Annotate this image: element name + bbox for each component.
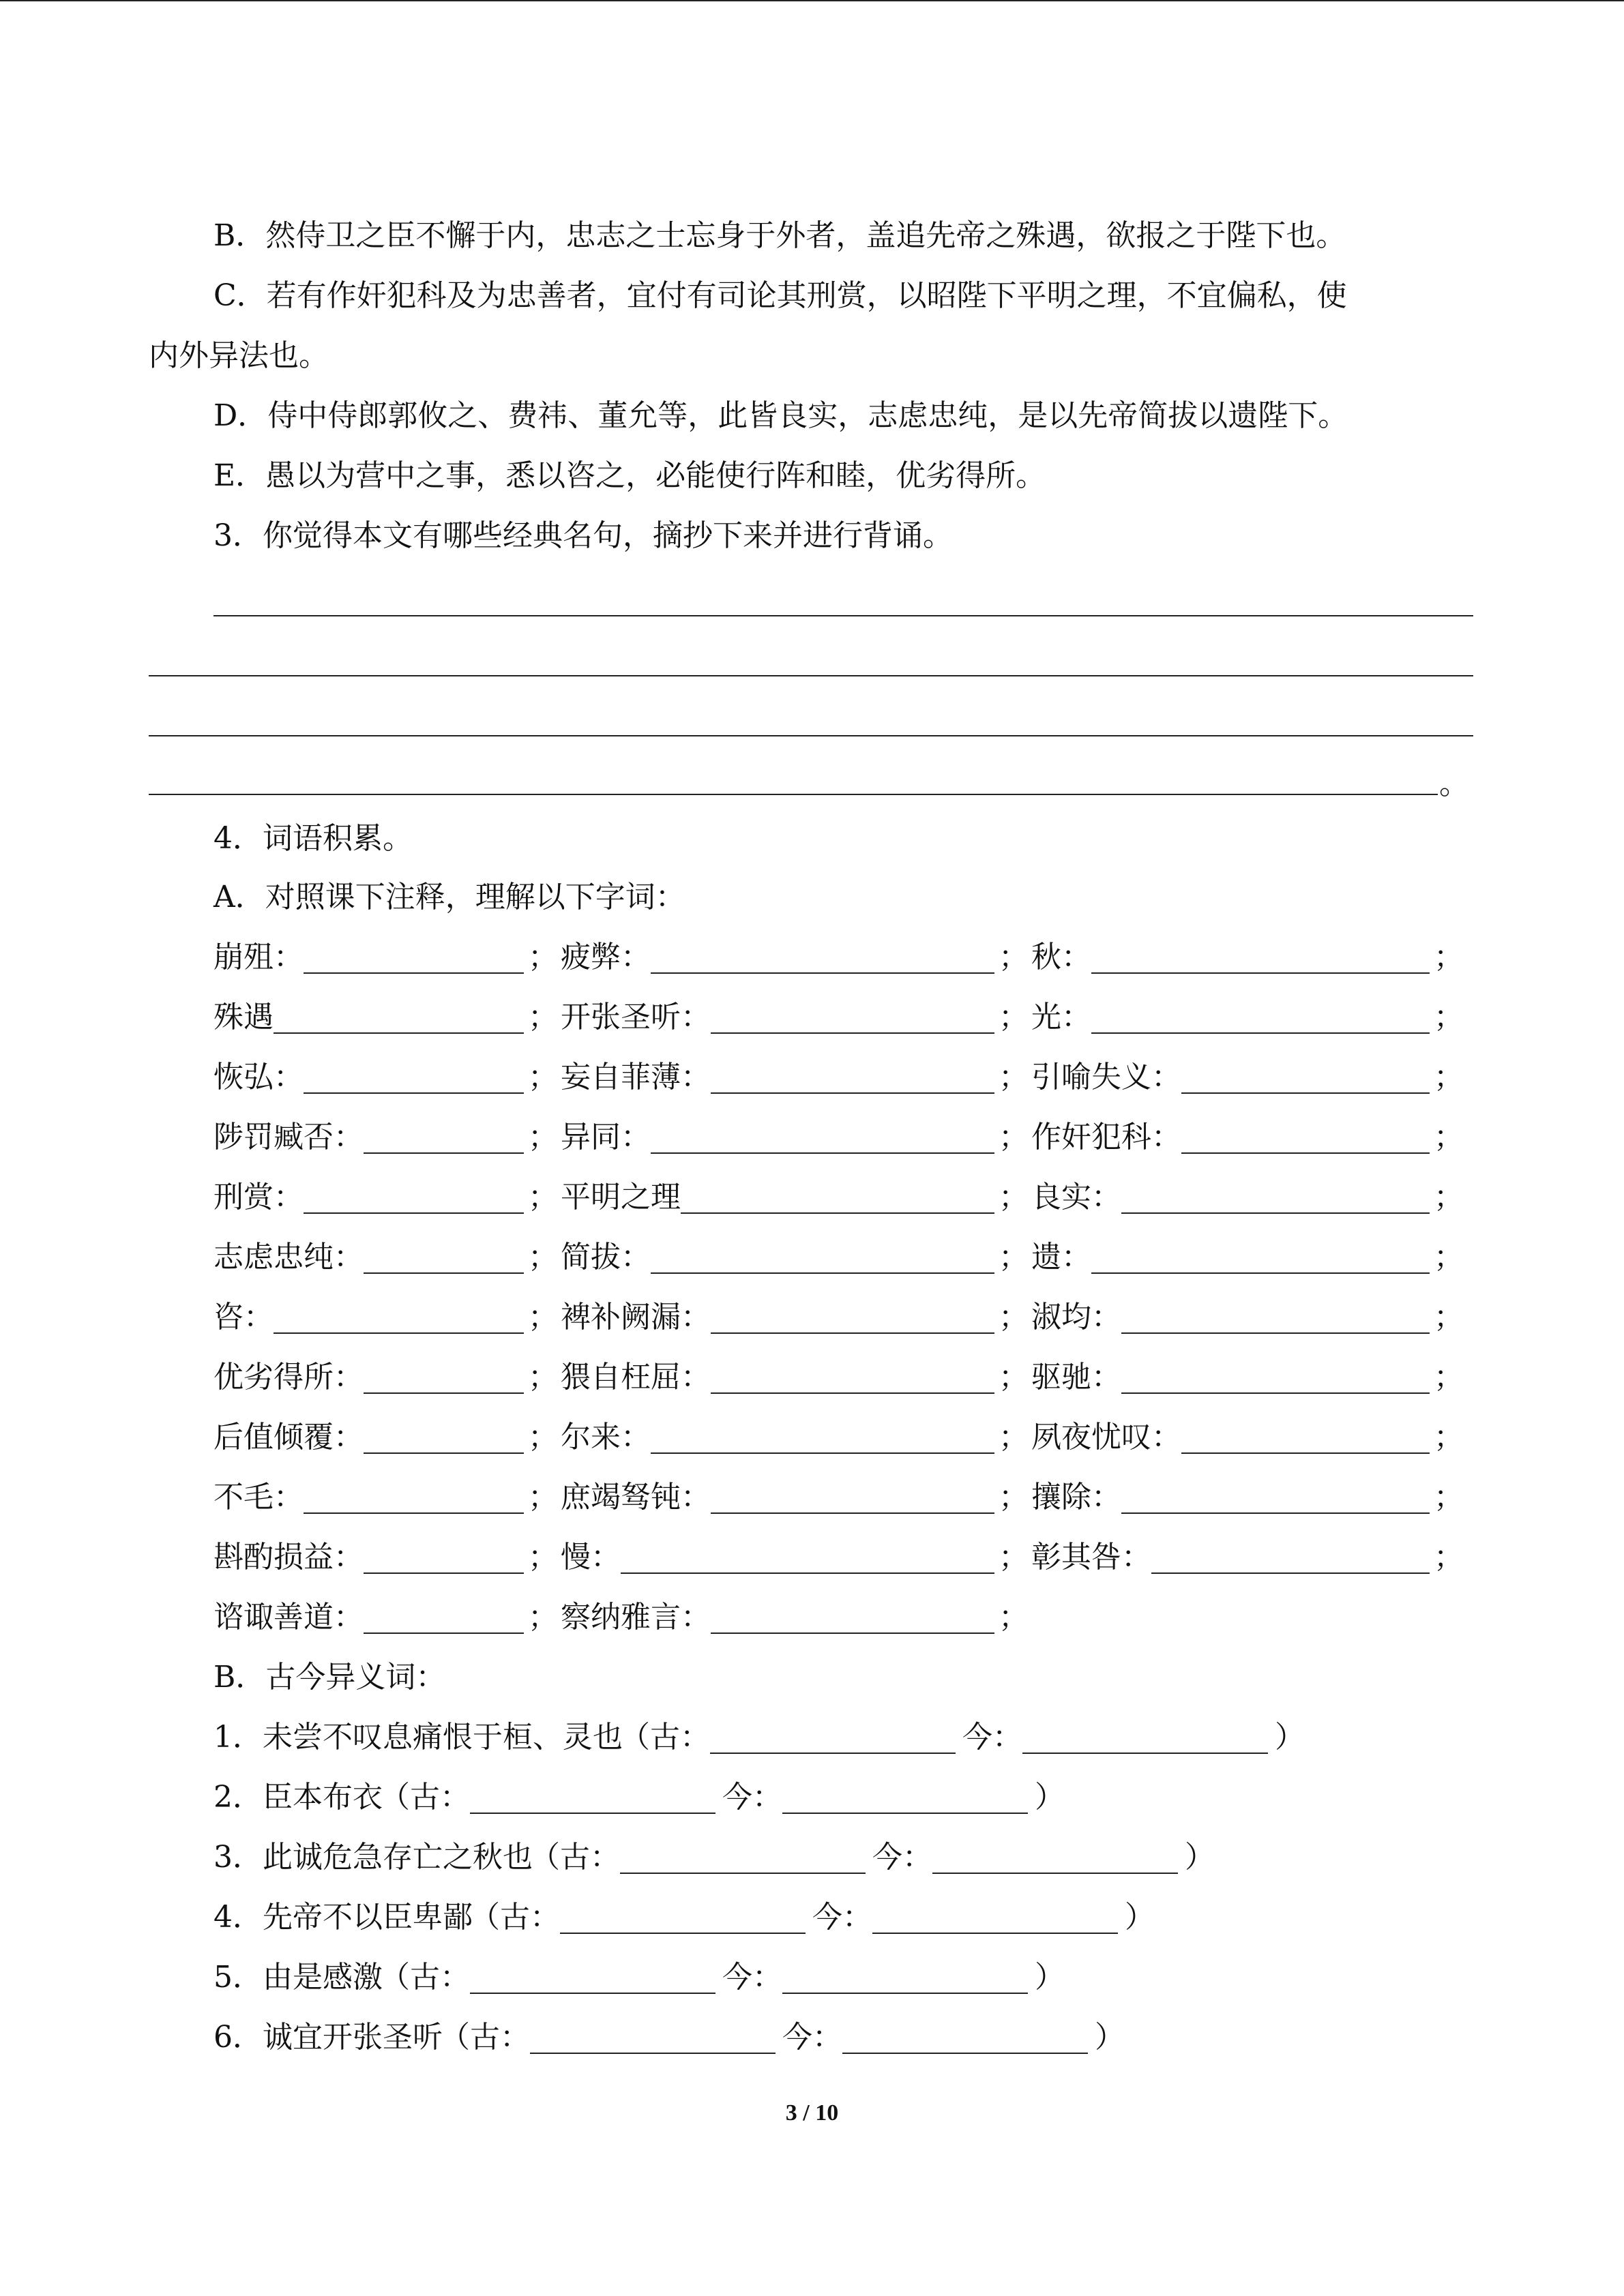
- vocab-row: [0, 1347, 1624, 1407]
- semicolon: ；: [528, 1240, 558, 1274]
- vocab-blank[interactable]: [364, 1572, 524, 1574]
- vocab-blank[interactable]: [651, 1152, 994, 1154]
- vocab-row: [0, 987, 1624, 1047]
- vocab-term: 志虑忠纯：: [213, 1240, 364, 1274]
- gujin-blank[interactable]: [470, 1993, 715, 1994]
- vocab-row: [0, 1407, 1624, 1467]
- vocab-blank[interactable]: [711, 1512, 994, 1514]
- semicolon: ；: [1434, 1300, 1464, 1335]
- semicolon: ；: [528, 1360, 558, 1395]
- vocab-term: 庶竭驽钝：: [561, 1480, 711, 1515]
- gujin-item: [0, 1828, 1624, 1888]
- gujin-blank[interactable]: [872, 1933, 1118, 1934]
- option-c-line2: 内外异法也。: [149, 338, 329, 373]
- answer-line-3[interactable]: [149, 735, 1473, 736]
- vocab-blank[interactable]: [304, 1092, 524, 1094]
- vocab-row: [0, 1107, 1624, 1167]
- vocab-term: 淑均：: [1031, 1300, 1121, 1335]
- vocab-blank[interactable]: [304, 1512, 524, 1514]
- section-b-title: B．古今异义词：: [213, 1660, 446, 1695]
- gujin-jin-label: 今：: [722, 1960, 782, 1995]
- vocab-blank[interactable]: [364, 1152, 524, 1154]
- question-4: 4．词语积累。: [213, 821, 413, 856]
- semicolon: ；: [1434, 1480, 1464, 1515]
- vocab-term: 良实：: [1031, 1180, 1121, 1214]
- vocab-blank[interactable]: [651, 1452, 994, 1454]
- vocab-row: [0, 927, 1624, 987]
- vocab-blank[interactable]: [1091, 1272, 1430, 1274]
- vocab-blank[interactable]: [711, 1632, 994, 1634]
- vocab-blank[interactable]: [651, 1272, 994, 1274]
- vocab-row: [0, 1047, 1624, 1107]
- gujin-item: [0, 1948, 1624, 2008]
- vocab-blank[interactable]: [1181, 1452, 1430, 1454]
- vocab-row: [0, 1527, 1624, 1587]
- vocab-term: 妄自菲薄：: [561, 1060, 711, 1094]
- gujin-blank[interactable]: [710, 1753, 956, 1754]
- semicolon: ；: [999, 1360, 1029, 1395]
- semicolon: ；: [528, 1300, 558, 1335]
- gujin-sentence: 5．由是感激: [213, 1960, 383, 1995]
- vocab-term: 慢：: [561, 1540, 621, 1575]
- gujin-jin-label: 今：: [962, 1720, 1022, 1755]
- gujin-item: [0, 1708, 1624, 1768]
- vocab-blank[interactable]: [364, 1392, 524, 1394]
- vocab-row: [0, 1287, 1624, 1347]
- vocab-blank[interactable]: [1181, 1092, 1430, 1094]
- vocab-term: 作奸犯科：: [1031, 1120, 1181, 1154]
- answer-line-4[interactable]: [149, 794, 1438, 795]
- vocab-term: 恢弘：: [213, 1060, 304, 1094]
- semicolon: ；: [999, 1480, 1029, 1515]
- gujin-sentence: 4．先帝不以臣卑鄙: [213, 1900, 473, 1935]
- vocab-blank[interactable]: [711, 1032, 994, 1034]
- vocab-blank[interactable]: [364, 1452, 524, 1454]
- semicolon: ；: [999, 1300, 1029, 1335]
- vocab-term: 异同：: [561, 1120, 651, 1154]
- option-b: B．然侍卫之臣不懈于内，忠志之士忘身于外者，盖追先帝之殊遇，欲报之于陛下也。: [213, 218, 1346, 253]
- vocab-blank[interactable]: [621, 1572, 994, 1574]
- vocab-term: 殊遇: [213, 1000, 274, 1034]
- vocab-term: 不毛：: [213, 1480, 304, 1515]
- vocab-blank[interactable]: [274, 1332, 524, 1334]
- vocab-blank[interactable]: [1151, 1572, 1430, 1574]
- semicolon: ；: [999, 1600, 1029, 1635]
- semicolon: ；: [528, 1480, 558, 1515]
- semicolon: ；: [999, 1420, 1029, 1455]
- semicolon: ；: [1434, 940, 1464, 974]
- vocab-term: 秋：: [1031, 940, 1091, 974]
- gujin-blank[interactable]: [782, 1813, 1028, 1814]
- gujin-item: [0, 1888, 1624, 1948]
- gujin-gu-label: （古：: [440, 2020, 530, 2055]
- vocab-row: [0, 1587, 1624, 1648]
- gujin-close-paren: ）: [1125, 1900, 1155, 1935]
- gujin-jin-label: 今：: [722, 1780, 782, 1815]
- vocab-row: [0, 1227, 1624, 1287]
- semicolon: ；: [999, 1540, 1029, 1575]
- answer-period: 。: [1439, 766, 1469, 801]
- option-e: E．愚以为营中之事，悉以咨之，必能使行阵和睦，优劣得所。: [213, 458, 1046, 493]
- semicolon: ；: [528, 1000, 558, 1034]
- vocab-blank[interactable]: [1121, 1512, 1430, 1514]
- vocab-term: 刑赏：: [213, 1180, 304, 1214]
- gujin-blank[interactable]: [620, 1873, 866, 1874]
- vocab-blank[interactable]: [711, 1332, 994, 1334]
- vocab-term: 察纳雅言：: [561, 1600, 711, 1635]
- answer-line-1[interactable]: [213, 615, 1473, 616]
- vocab-term: 后值倾覆：: [213, 1420, 364, 1455]
- vocab-term: 攘除：: [1031, 1480, 1121, 1515]
- vocab-blank[interactable]: [711, 1392, 994, 1394]
- section-a-title: A．对照课下注释，理解以下字词：: [213, 880, 685, 914]
- gujin-blank[interactable]: [470, 1813, 715, 1814]
- vocab-blank[interactable]: [711, 1092, 994, 1094]
- gujin-gu-label: （古：: [620, 1720, 710, 1755]
- vocab-term: 斟酌损益：: [213, 1540, 364, 1575]
- semicolon: ；: [1434, 1120, 1464, 1154]
- gujin-sentence: 3．此诚危急存亡之秋也: [213, 1840, 533, 1875]
- option-c-line1: C．若有作奸犯科及为忠善者，宜付有司论其刑赏，以昭陛下平明之理，不宜偏私，使: [213, 278, 1347, 313]
- vocab-row: [0, 1467, 1624, 1527]
- gujin-sentence: 1．未尝不叹息痛恨于桓、灵也: [213, 1720, 623, 1755]
- gujin-close-paren: ）: [1185, 1840, 1215, 1875]
- vocab-blank[interactable]: [364, 1632, 524, 1634]
- semicolon: ；: [1434, 1000, 1464, 1034]
- top-border: [0, 0, 1624, 1]
- vocab-term: 猥自枉屈：: [561, 1360, 711, 1395]
- vocab-term: 平明之理: [561, 1180, 681, 1214]
- gujin-blank[interactable]: [842, 2053, 1088, 2054]
- gujin-gu-label: （古：: [470, 1900, 560, 1935]
- vocab-row: [0, 1167, 1624, 1227]
- semicolon: ；: [999, 1120, 1029, 1154]
- semicolon: ；: [1434, 1540, 1464, 1575]
- gujin-gu-label: （古：: [530, 1840, 620, 1875]
- question-3: 3．你觉得本文有哪些经典名句，摘抄下来并进行背诵。: [213, 518, 953, 553]
- vocab-blank[interactable]: [304, 1212, 524, 1214]
- vocab-term: 引喻失义：: [1031, 1060, 1181, 1094]
- semicolon: ；: [999, 1240, 1029, 1274]
- vocab-blank[interactable]: [1181, 1152, 1430, 1154]
- semicolon: ；: [1434, 1060, 1464, 1094]
- vocab-blank[interactable]: [1091, 972, 1430, 974]
- semicolon: ；: [1434, 1240, 1464, 1274]
- vocab-blank[interactable]: [274, 1032, 524, 1034]
- vocab-blank[interactable]: [1091, 1032, 1430, 1034]
- semicolon: ；: [999, 1000, 1029, 1034]
- vocab-term: 陟罚臧否：: [213, 1120, 364, 1154]
- semicolon: ；: [528, 1420, 558, 1455]
- vocab-term: 谘诹善道：: [213, 1600, 364, 1635]
- semicolon: ；: [999, 1180, 1029, 1214]
- vocab-term: 崩殂：: [213, 940, 304, 974]
- vocab-term: 裨补阙漏：: [561, 1300, 711, 1335]
- option-d: D．侍中侍郎郭攸之、费祎、董允等，此皆良实，志虑忠纯，是以先帝简拔以遗陛下。: [213, 398, 1348, 433]
- answer-line-2[interactable]: [149, 675, 1473, 676]
- semicolon: ；: [528, 1180, 558, 1214]
- gujin-item: [0, 2008, 1624, 2068]
- gujin-blank[interactable]: [560, 1933, 806, 1934]
- gujin-blank[interactable]: [782, 1993, 1028, 1994]
- semicolon: ；: [528, 940, 558, 974]
- semicolon: ；: [528, 1540, 558, 1575]
- vocab-term: 咨：: [213, 1300, 274, 1335]
- vocab-term: 遗：: [1031, 1240, 1091, 1274]
- vocab-term: 尔来：: [561, 1420, 651, 1455]
- gujin-item: [0, 1768, 1624, 1828]
- vocab-blank[interactable]: [304, 972, 524, 974]
- vocab-blank[interactable]: [1121, 1392, 1430, 1394]
- gujin-blank[interactable]: [530, 2053, 776, 2054]
- gujin-jin-label: 今：: [872, 1840, 932, 1875]
- vocab-term: 驱驰：: [1031, 1360, 1121, 1395]
- vocab-term: 彰其咎：: [1031, 1540, 1151, 1575]
- gujin-sentence: 6．诚宜开张圣听: [213, 2020, 443, 2055]
- vocab-blank[interactable]: [651, 972, 994, 974]
- vocab-term: 光：: [1031, 1000, 1091, 1034]
- vocab-term: 优劣得所：: [213, 1360, 364, 1395]
- gujin-gu-label: （古：: [380, 1960, 470, 1995]
- semicolon: ；: [1434, 1180, 1464, 1214]
- vocab-blank[interactable]: [1121, 1332, 1430, 1334]
- gujin-close-paren: ）: [1035, 1960, 1065, 1995]
- vocab-blank[interactable]: [364, 1272, 524, 1274]
- vocab-term: 简拔：: [561, 1240, 651, 1274]
- semicolon: ；: [528, 1120, 558, 1154]
- gujin-close-paren: ）: [1275, 1720, 1305, 1755]
- gujin-close-paren: ）: [1035, 1780, 1065, 1815]
- page-number: 3 / 10: [785, 2100, 839, 2126]
- vocab-term: 开张圣听：: [561, 1000, 711, 1034]
- vocab-blank[interactable]: [1121, 1212, 1430, 1214]
- semicolon: ；: [528, 1060, 558, 1094]
- semicolon: ；: [999, 1060, 1029, 1094]
- semicolon: ；: [1434, 1420, 1464, 1455]
- gujin-gu-label: （古：: [380, 1780, 470, 1815]
- vocab-term: 疲弊：: [561, 940, 651, 974]
- semicolon: ；: [999, 940, 1029, 974]
- gujin-close-paren: ）: [1095, 2020, 1125, 2055]
- vocab-term: 夙夜忧叹：: [1031, 1420, 1181, 1455]
- gujin-blank[interactable]: [932, 1873, 1178, 1874]
- semicolon: ；: [1434, 1360, 1464, 1395]
- vocab-blank[interactable]: [681, 1212, 994, 1214]
- gujin-jin-label: 今：: [782, 2020, 842, 2055]
- gujin-jin-label: 今：: [812, 1900, 872, 1935]
- gujin-sentence: 2．臣本布衣: [213, 1780, 383, 1815]
- gujin-blank[interactable]: [1022, 1753, 1268, 1754]
- semicolon: ；: [528, 1600, 558, 1635]
